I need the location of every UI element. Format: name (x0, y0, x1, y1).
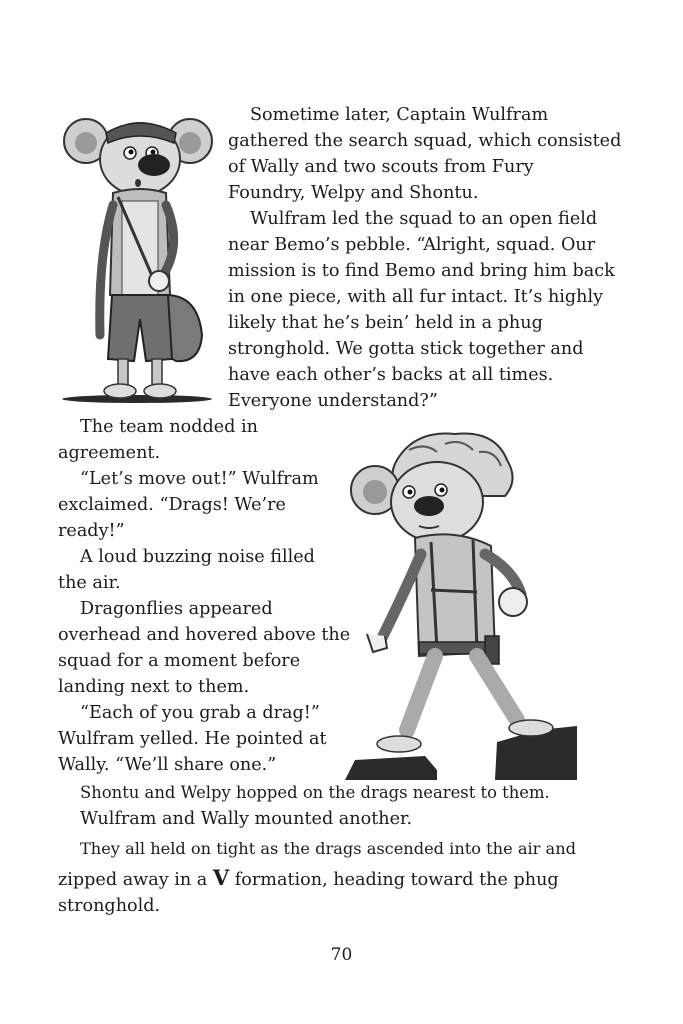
text-line: The team nodded in (80, 417, 258, 437)
text-line: Shontu and Welpy hopped on the drags nearest to them. (80, 783, 550, 802)
page-number: 70 (330, 945, 353, 965)
text-line: A loud buzzing noise filled (80, 547, 315, 567)
text-line: “Let’s move out!” Wulfram (80, 469, 319, 489)
text-fragment: formation, heading toward the phug (234, 870, 559, 890)
formation-letter: V (212, 865, 230, 890)
text-line: likely that he’s bein’ held in a phug (228, 313, 543, 333)
text-line: Wulfram led the squad to an open field (250, 209, 598, 229)
text-line: Wulfram yelled. He pointed at (58, 729, 327, 749)
text-line: exclaimed. “Drags! We’re (58, 495, 286, 515)
text-line: gathered the search squad, which consisted (228, 131, 622, 151)
text-line: of Wally and two scouts from Fury (228, 157, 534, 177)
text-line: in one piece, with all fur intact. It’s highly (228, 287, 604, 307)
text-line: They all held on tight as the drags ascended into the air and (80, 839, 576, 858)
koala-scout-illustration (58, 105, 216, 405)
text-line: Foundry, Welpy and Shontu. (228, 183, 479, 203)
text-line: Sometime later, Captain Wulfram (250, 105, 549, 125)
text-line: landing next to them. (58, 677, 250, 697)
text-line: stronghold. We gotta stick together and (228, 339, 584, 359)
text-line: mission is to find Bemo and bring him back (228, 261, 615, 281)
text-line: Wally. “We’ll share one.” (58, 755, 277, 775)
text-fragment: zipped away in a (58, 870, 208, 890)
text-line: stronghold. (58, 896, 161, 916)
text-line: Wulfram and Wally mounted another. (80, 809, 413, 829)
text-line: ready!” (58, 521, 125, 541)
text-line: Everyone understand?” (228, 391, 438, 411)
koala-wulfram-illustration (345, 430, 577, 780)
text-line: agreement. (58, 443, 161, 463)
text-line: squad for a moment before (58, 651, 301, 671)
text-line: “Each of you grab a drag!” (80, 703, 320, 723)
text-line: near Bemo’s pebble. “Alright, squad. Our (228, 235, 596, 255)
text-line: the air. (58, 573, 121, 593)
text-line: Dragonflies appeared (80, 599, 273, 619)
text-line: have each other’s backs at all times. (228, 365, 554, 385)
text-line: overhead and hovered above the (58, 625, 351, 645)
text-line (58, 865, 559, 893)
